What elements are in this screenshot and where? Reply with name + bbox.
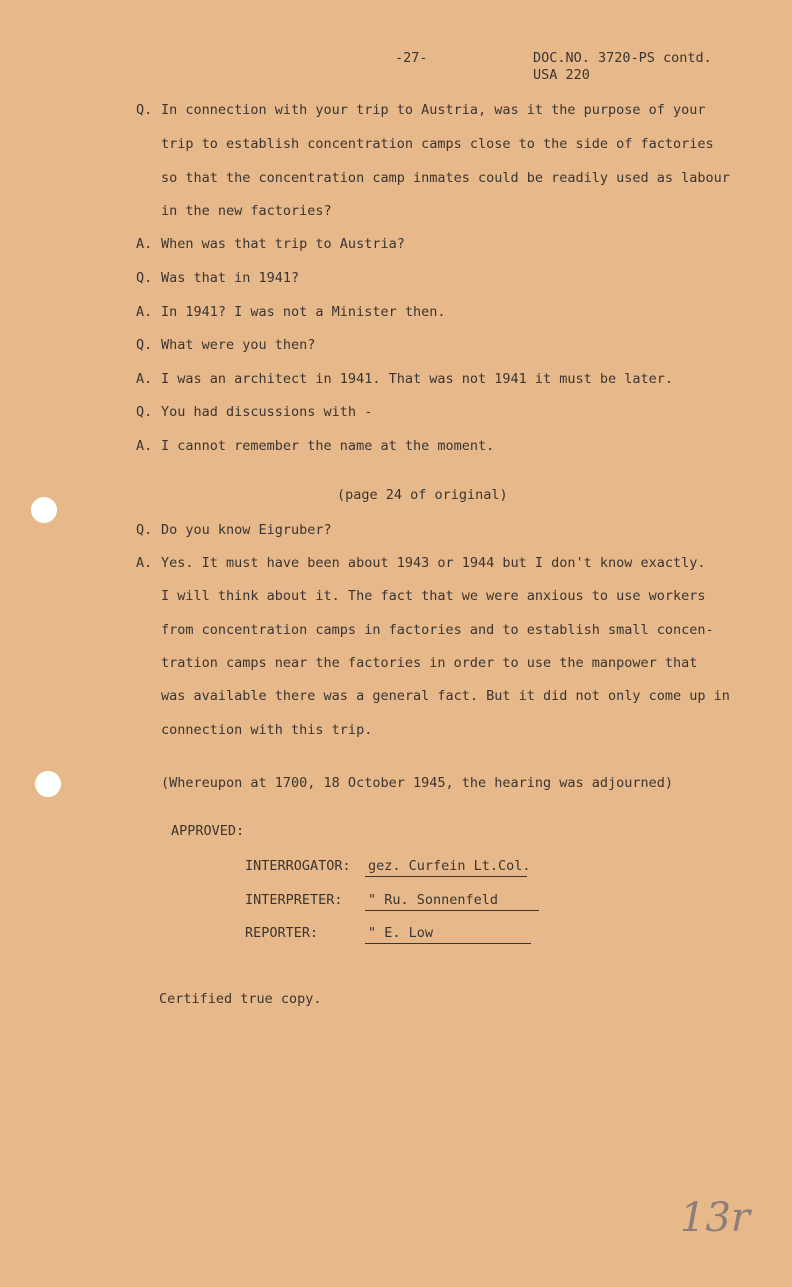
answer-line: I was an architect in 1941. That was not 1941 it must be later. (161, 371, 674, 387)
page-reference-note: (page 24 of original) (337, 487, 508, 503)
signature-line (365, 876, 527, 877)
signature-line (365, 943, 531, 944)
answer-line: I cannot remember the name at the moment. (161, 438, 495, 454)
speaker-q: Q. (136, 337, 153, 353)
question-line: in the new factories? (161, 203, 332, 219)
signature-role: INTERPRETER: (245, 892, 343, 908)
speaker-q: Q. (136, 522, 153, 538)
answer-line: was available there was a general fact. But it did not only come up in (161, 688, 730, 704)
signature-name: " Ru. Sonnenfeld (368, 892, 499, 908)
speaker-a: A. (136, 555, 153, 571)
signature-name: gez. Curfein Lt.Col. (368, 858, 531, 874)
question-line: What were you then? (161, 337, 316, 353)
question-line: Do you know Eigruber? (161, 522, 332, 538)
punch-hole (35, 771, 61, 797)
speaker-a: A. (136, 371, 153, 387)
doc-number: DOC.NO. 3720-PS contd. (533, 50, 712, 66)
usa-exhibit: USA 220 (533, 67, 590, 83)
speaker-q: Q. (136, 270, 153, 286)
signature-line (365, 910, 539, 911)
handwritten-page-mark: 13r (680, 1195, 751, 1241)
speaker-a: A. (136, 304, 153, 320)
speaker-q: Q. (136, 404, 153, 420)
answer-line: Yes. It must have been about 1943 or 1944 but I don't know exactly. (161, 555, 706, 571)
answer-line: tration camps near the factories in order to use the manpower that (161, 655, 698, 671)
speaker-a: A. (136, 236, 153, 252)
speaker-a: A. (136, 438, 153, 454)
speaker-q: Q. (136, 102, 153, 118)
answer-line: from concentration camps in factories and to establish small concen- (161, 622, 714, 638)
answer-line: In 1941? I was not a Minister then. (161, 304, 446, 320)
punch-hole (31, 497, 57, 523)
signature-role: INTERROGATOR: (245, 858, 351, 874)
question-line: In connection with your trip to Austria, was it the purpose of your (161, 102, 706, 118)
signature-name: " E. Low (368, 925, 434, 941)
signature-role: REPORTER: (245, 925, 319, 941)
approved-label: APPROVED: (171, 823, 245, 839)
page-number: -27- (395, 50, 428, 66)
question-line: trip to establish concentration camps close to the side of factories (161, 136, 714, 152)
answer-line: I will think about it. The fact that we were anxious to use workers (161, 588, 706, 604)
answer-line: When was that trip to Austria? (161, 236, 405, 252)
question-line: You had discussions with - (161, 404, 373, 420)
answer-line: connection with this trip. (161, 722, 373, 738)
adjournment-note: (Whereupon at 1700, 18 October 1945, the hearing was adjourned) (161, 775, 674, 791)
question-line: so that the concentration camp inmates could be readily used as labour (161, 170, 730, 186)
question-line: Was that in 1941? (161, 270, 300, 286)
certified-copy-note: Certified true copy. (159, 991, 322, 1007)
